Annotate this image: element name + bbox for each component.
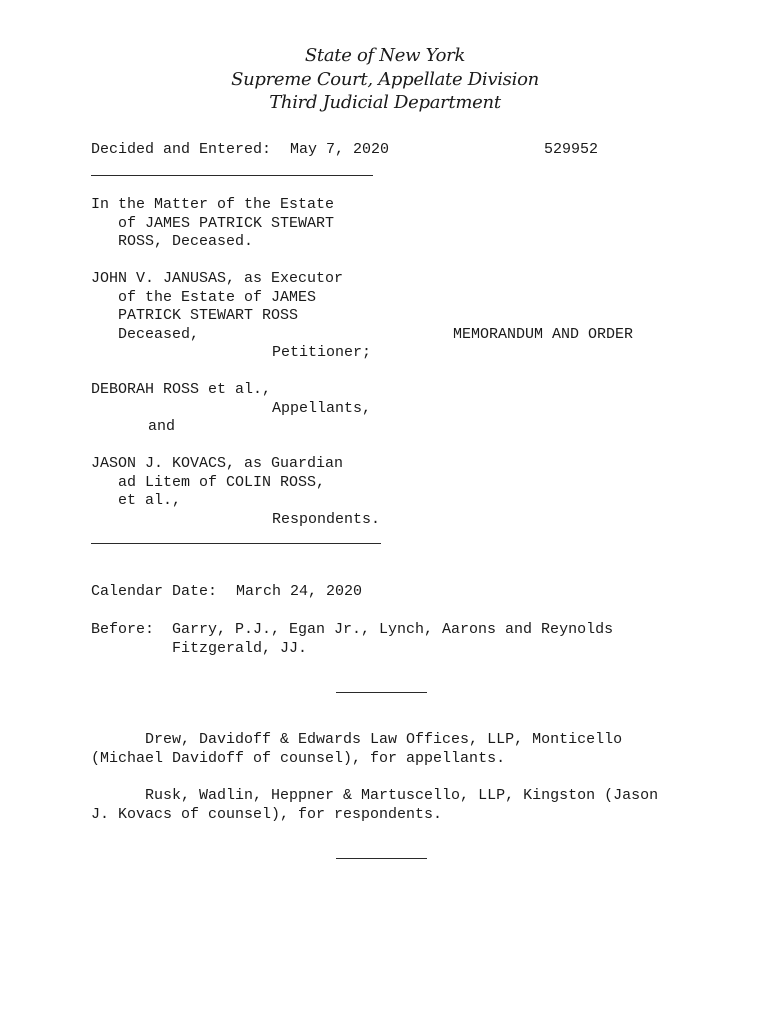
section-rule-2 bbox=[336, 858, 427, 859]
caption-respondents-3: et al., bbox=[91, 492, 182, 509]
caption-top-rule bbox=[91, 175, 373, 176]
decided-date: May 7, 2020 bbox=[290, 141, 390, 158]
before-justices-2: Fitzgerald, JJ. bbox=[172, 639, 308, 657]
section-rule-1 bbox=[336, 692, 427, 693]
counsel-respondents-2: J. Kovacs of counsel), for respondents. bbox=[91, 805, 443, 823]
court-department: Third Judicial Department bbox=[269, 92, 501, 113]
respondents-role: Respondents. bbox=[272, 510, 381, 528]
counsel-appellants-1: Drew, Davidoff & Edwards Law Offices, LLP, Monticello bbox=[91, 731, 623, 748]
petitioner-role: Petitioner; bbox=[272, 344, 372, 361]
caption-matter-3: ROSS, Deceased. bbox=[91, 233, 254, 250]
appellants-role: Appellants, bbox=[272, 399, 372, 417]
caption-and: and bbox=[148, 418, 176, 435]
counsel-appellants-2: (Michael Davidoff of counsel), for appellants. bbox=[91, 749, 506, 767]
counsel-respondents-1: Rusk, Wadlin, Heppner & Martuscello, LLP, Kingston (Jason bbox=[91, 787, 659, 804]
caption-petitioner-4: Deceased, bbox=[91, 325, 200, 343]
caption-matter-2: of JAMES PATRICK STEWART bbox=[91, 214, 335, 232]
caption-appellants: DEBORAH ROSS et al., bbox=[91, 381, 272, 398]
before-label: Before: bbox=[91, 621, 155, 638]
document-type: MEMORANDUM AND ORDER bbox=[453, 325, 634, 343]
caption-petitioner-3: PATRICK STEWART ROSS bbox=[91, 307, 299, 324]
court-state: State of New York bbox=[304, 45, 466, 66]
before-justices-1: Garry, P.J., Egan Jr., Lynch, Aarons and Reynolds bbox=[172, 621, 614, 638]
caption-respondents-2: ad Litem of COLIN ROSS, bbox=[91, 473, 326, 491]
calendar-label: Calendar Date: bbox=[91, 583, 218, 600]
caption-matter-1: In the Matter of the Estate bbox=[91, 196, 335, 213]
caption-petitioner-2: of the Estate of JAMES bbox=[91, 288, 317, 306]
docket-number: 529952 bbox=[544, 141, 599, 158]
caption-respondents-1: JASON J. KOVACS, as Guardian bbox=[91, 455, 344, 472]
caption-bottom-rule bbox=[91, 543, 381, 544]
caption-petitioner-1: JOHN V. JANUSAS, as Executor bbox=[91, 270, 344, 287]
decided-label: Decided and Entered: bbox=[91, 141, 272, 158]
court-header bbox=[0, 44, 770, 115]
court-name: Supreme Court, Appellate Division bbox=[231, 68, 539, 90]
calendar-date: March 24, 2020 bbox=[236, 583, 363, 600]
